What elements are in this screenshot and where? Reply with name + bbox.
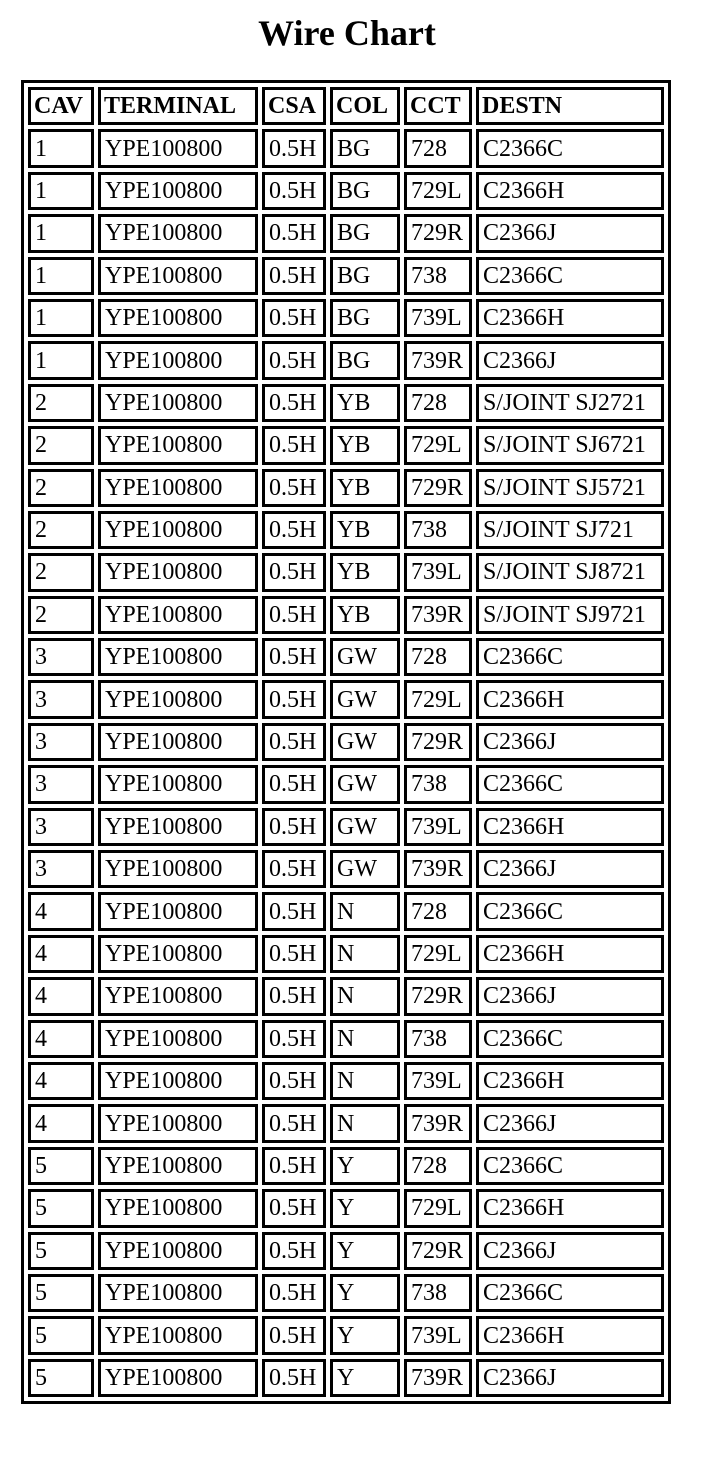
- cell-csa: 0.5H: [262, 299, 326, 337]
- table-row: [28, 469, 664, 507]
- cell-destn: C2366H: [476, 1316, 664, 1354]
- cell-destn: C2366H: [476, 1062, 664, 1100]
- header-destn: DESTN: [476, 87, 664, 125]
- header-col: COL: [330, 87, 400, 125]
- cell-csa: 0.5H: [262, 426, 326, 464]
- cell-col: N: [330, 1062, 400, 1100]
- cell-csa: 0.5H: [262, 1020, 326, 1058]
- cell-destn: C2366J: [476, 1104, 664, 1142]
- table-row: [28, 1104, 664, 1142]
- table-row: [28, 257, 664, 295]
- cell-terminal: YPE100800: [98, 596, 258, 634]
- cell-destn: C2366C: [476, 129, 664, 167]
- cell-cav: 5: [28, 1359, 94, 1397]
- cell-csa: 0.5H: [262, 850, 326, 888]
- table-header-row: [28, 87, 664, 125]
- cell-cct: 728: [404, 638, 472, 676]
- table-row: [28, 1359, 664, 1397]
- table-row: [28, 892, 664, 930]
- cell-csa: 0.5H: [262, 214, 326, 252]
- header-terminal: TERMINAL: [98, 87, 258, 125]
- cell-col: Y: [330, 1316, 400, 1354]
- cell-col: BG: [330, 129, 400, 167]
- cell-destn: C2366C: [476, 1020, 664, 1058]
- cell-csa: 0.5H: [262, 680, 326, 718]
- cell-col: Y: [330, 1189, 400, 1227]
- cell-terminal: YPE100800: [98, 977, 258, 1015]
- cell-col: YB: [330, 511, 400, 549]
- cell-destn: C2366C: [476, 638, 664, 676]
- table-row: [28, 977, 664, 1015]
- cell-cct: 728: [404, 129, 472, 167]
- cell-cav: 3: [28, 765, 94, 803]
- cell-cav: 2: [28, 384, 94, 422]
- cell-col: N: [330, 935, 400, 973]
- table-row: [28, 808, 664, 846]
- cell-cav: 4: [28, 1104, 94, 1142]
- cell-cct: 739R: [404, 1359, 472, 1397]
- cell-cct: 739R: [404, 850, 472, 888]
- table-row: [28, 1274, 664, 1312]
- cell-terminal: YPE100800: [98, 469, 258, 507]
- cell-cav: 3: [28, 808, 94, 846]
- cell-destn: C2366J: [476, 850, 664, 888]
- cell-cav: 1: [28, 172, 94, 210]
- cell-cav: 1: [28, 341, 94, 379]
- cell-destn: C2366J: [476, 1232, 664, 1270]
- cell-csa: 0.5H: [262, 596, 326, 634]
- wire-chart-table: [21, 80, 671, 1404]
- cell-destn: C2366J: [476, 1359, 664, 1397]
- cell-cav: 4: [28, 935, 94, 973]
- cell-terminal: YPE100800: [98, 553, 258, 591]
- cell-destn: S/JOINT SJ2721: [476, 384, 664, 422]
- cell-terminal: YPE100800: [98, 680, 258, 718]
- cell-col: YB: [330, 469, 400, 507]
- cell-destn: C2366H: [476, 808, 664, 846]
- cell-destn: C2366J: [476, 214, 664, 252]
- cell-cct: 739L: [404, 553, 472, 591]
- cell-cav: 3: [28, 680, 94, 718]
- cell-col: BG: [330, 214, 400, 252]
- cell-cct: 739L: [404, 1062, 472, 1100]
- table-row: [28, 638, 664, 676]
- cell-csa: 0.5H: [262, 1189, 326, 1227]
- cell-cct: 729L: [404, 680, 472, 718]
- cell-terminal: YPE100800: [98, 1232, 258, 1270]
- cell-cct: 738: [404, 511, 472, 549]
- cell-cct: 729L: [404, 426, 472, 464]
- table-row: [28, 426, 664, 464]
- cell-terminal: YPE100800: [98, 257, 258, 295]
- cell-cav: 3: [28, 638, 94, 676]
- cell-destn: S/JOINT SJ8721: [476, 553, 664, 591]
- cell-terminal: YPE100800: [98, 1104, 258, 1142]
- cell-cct: 738: [404, 257, 472, 295]
- table-row: [28, 765, 664, 803]
- cell-terminal: YPE100800: [98, 1274, 258, 1312]
- cell-col: GW: [330, 723, 400, 761]
- cell-cct: 739L: [404, 299, 472, 337]
- table-row: [28, 1020, 664, 1058]
- cell-csa: 0.5H: [262, 765, 326, 803]
- cell-terminal: YPE100800: [98, 892, 258, 930]
- cell-terminal: YPE100800: [98, 1147, 258, 1185]
- cell-terminal: YPE100800: [98, 214, 258, 252]
- cell-destn: S/JOINT SJ9721: [476, 596, 664, 634]
- cell-cav: 1: [28, 214, 94, 252]
- cell-destn: C2366H: [476, 1189, 664, 1227]
- table-row: [28, 1316, 664, 1354]
- cell-csa: 0.5H: [262, 553, 326, 591]
- cell-cct: 738: [404, 1274, 472, 1312]
- cell-cav: 1: [28, 299, 94, 337]
- cell-cct: 739L: [404, 808, 472, 846]
- cell-terminal: YPE100800: [98, 1189, 258, 1227]
- cell-csa: 0.5H: [262, 341, 326, 379]
- cell-cct: 728: [404, 384, 472, 422]
- cell-cav: 4: [28, 892, 94, 930]
- cell-terminal: YPE100800: [98, 384, 258, 422]
- cell-col: GW: [330, 850, 400, 888]
- cell-csa: 0.5H: [262, 808, 326, 846]
- table-row: [28, 553, 664, 591]
- cell-col: YB: [330, 596, 400, 634]
- cell-csa: 0.5H: [262, 257, 326, 295]
- table-body: [28, 129, 664, 1397]
- cell-cav: 2: [28, 426, 94, 464]
- cell-cav: 4: [28, 1062, 94, 1100]
- table-row: [28, 1147, 664, 1185]
- cell-terminal: YPE100800: [98, 1316, 258, 1354]
- table-row: [28, 384, 664, 422]
- cell-cct: 728: [404, 892, 472, 930]
- cell-col: N: [330, 977, 400, 1015]
- cell-terminal: YPE100800: [98, 638, 258, 676]
- cell-csa: 0.5H: [262, 384, 326, 422]
- cell-cav: 5: [28, 1189, 94, 1227]
- cell-csa: 0.5H: [262, 1147, 326, 1185]
- table-row: [28, 850, 664, 888]
- cell-destn: C2366C: [476, 257, 664, 295]
- cell-col: GW: [330, 680, 400, 718]
- cell-col: GW: [330, 638, 400, 676]
- cell-col: Y: [330, 1232, 400, 1270]
- cell-terminal: YPE100800: [98, 1359, 258, 1397]
- table-row: [28, 935, 664, 973]
- table-row: [28, 341, 664, 379]
- cell-col: BG: [330, 172, 400, 210]
- header-csa: CSA: [262, 87, 326, 125]
- cell-terminal: YPE100800: [98, 850, 258, 888]
- cell-col: YB: [330, 553, 400, 591]
- cell-csa: 0.5H: [262, 1104, 326, 1142]
- table-row: [28, 723, 664, 761]
- page-title: Wire Chart: [258, 13, 436, 53]
- cell-terminal: YPE100800: [98, 723, 258, 761]
- table-row: [28, 680, 664, 718]
- cell-cav: 5: [28, 1316, 94, 1354]
- cell-destn: C2366C: [476, 892, 664, 930]
- cell-destn: S/JOINT SJ5721: [476, 469, 664, 507]
- cell-cct: 728: [404, 1147, 472, 1185]
- cell-cav: 2: [28, 596, 94, 634]
- cell-destn: C2366J: [476, 723, 664, 761]
- cell-col: GW: [330, 808, 400, 846]
- cell-cav: 3: [28, 850, 94, 888]
- cell-col: YB: [330, 384, 400, 422]
- cell-cct: 729L: [404, 1189, 472, 1227]
- table-row: [28, 299, 664, 337]
- cell-csa: 0.5H: [262, 511, 326, 549]
- cell-destn: S/JOINT SJ6721: [476, 426, 664, 464]
- cell-col: N: [330, 892, 400, 930]
- cell-csa: 0.5H: [262, 1232, 326, 1270]
- table-row: [28, 214, 664, 252]
- cell-csa: 0.5H: [262, 1359, 326, 1397]
- cell-destn: C2366C: [476, 1274, 664, 1312]
- cell-cav: 4: [28, 1020, 94, 1058]
- cell-col: N: [330, 1104, 400, 1142]
- cell-cav: 2: [28, 553, 94, 591]
- cell-col: YB: [330, 426, 400, 464]
- cell-terminal: YPE100800: [98, 935, 258, 973]
- cell-terminal: YPE100800: [98, 426, 258, 464]
- cell-cct: 738: [404, 765, 472, 803]
- cell-csa: 0.5H: [262, 977, 326, 1015]
- cell-csa: 0.5H: [262, 723, 326, 761]
- cell-cav: 5: [28, 1274, 94, 1312]
- cell-cct: 729L: [404, 172, 472, 210]
- table-row: [28, 1189, 664, 1227]
- cell-csa: 0.5H: [262, 129, 326, 167]
- cell-csa: 0.5H: [262, 469, 326, 507]
- cell-destn: C2366J: [476, 977, 664, 1015]
- cell-terminal: YPE100800: [98, 808, 258, 846]
- cell-destn: C2366H: [476, 935, 664, 973]
- cell-cav: 5: [28, 1147, 94, 1185]
- cell-col: Y: [330, 1147, 400, 1185]
- cell-cct: 729L: [404, 935, 472, 973]
- cell-cct: 729R: [404, 977, 472, 1015]
- cell-csa: 0.5H: [262, 1274, 326, 1312]
- cell-destn: C2366H: [476, 172, 664, 210]
- cell-destn: C2366C: [476, 1147, 664, 1185]
- cell-cav: 5: [28, 1232, 94, 1270]
- cell-cav: 4: [28, 977, 94, 1015]
- cell-csa: 0.5H: [262, 172, 326, 210]
- cell-cct: 739R: [404, 596, 472, 634]
- cell-destn: S/JOINT SJ721: [476, 511, 664, 549]
- cell-terminal: YPE100800: [98, 765, 258, 803]
- cell-cct: 739R: [404, 1104, 472, 1142]
- table-row: [28, 1062, 664, 1100]
- cell-cct: 729R: [404, 214, 472, 252]
- cell-cav: 1: [28, 129, 94, 167]
- table-row: [28, 596, 664, 634]
- cell-cct: 739L: [404, 1316, 472, 1354]
- cell-terminal: YPE100800: [98, 1020, 258, 1058]
- cell-col: N: [330, 1020, 400, 1058]
- cell-terminal: YPE100800: [98, 299, 258, 337]
- header-cav: CAV: [28, 87, 94, 125]
- table-row: [28, 1232, 664, 1270]
- cell-destn: C2366H: [476, 680, 664, 718]
- cell-col: Y: [330, 1274, 400, 1312]
- cell-col: GW: [330, 765, 400, 803]
- cell-terminal: YPE100800: [98, 172, 258, 210]
- cell-cav: 2: [28, 511, 94, 549]
- cell-csa: 0.5H: [262, 1062, 326, 1100]
- header-cct: CCT: [404, 87, 472, 125]
- cell-cct: 739R: [404, 341, 472, 379]
- cell-destn: C2366J: [476, 341, 664, 379]
- cell-terminal: YPE100800: [98, 511, 258, 549]
- cell-csa: 0.5H: [262, 892, 326, 930]
- cell-terminal: YPE100800: [98, 341, 258, 379]
- cell-cct: 729R: [404, 469, 472, 507]
- cell-col: BG: [330, 299, 400, 337]
- cell-cct: 729R: [404, 723, 472, 761]
- cell-csa: 0.5H: [262, 935, 326, 973]
- cell-cav: 2: [28, 469, 94, 507]
- cell-csa: 0.5H: [262, 638, 326, 676]
- cell-terminal: YPE100800: [98, 1062, 258, 1100]
- table-row: [28, 511, 664, 549]
- cell-col: BG: [330, 341, 400, 379]
- table-row: [28, 129, 664, 167]
- cell-destn: C2366H: [476, 299, 664, 337]
- cell-destn: C2366C: [476, 765, 664, 803]
- cell-cct: 729R: [404, 1232, 472, 1270]
- cell-col: Y: [330, 1359, 400, 1397]
- table-row: [28, 172, 664, 210]
- cell-terminal: YPE100800: [98, 129, 258, 167]
- cell-csa: 0.5H: [262, 1316, 326, 1354]
- cell-cav: 1: [28, 257, 94, 295]
- cell-cav: 3: [28, 723, 94, 761]
- cell-col: BG: [330, 257, 400, 295]
- cell-cct: 738: [404, 1020, 472, 1058]
